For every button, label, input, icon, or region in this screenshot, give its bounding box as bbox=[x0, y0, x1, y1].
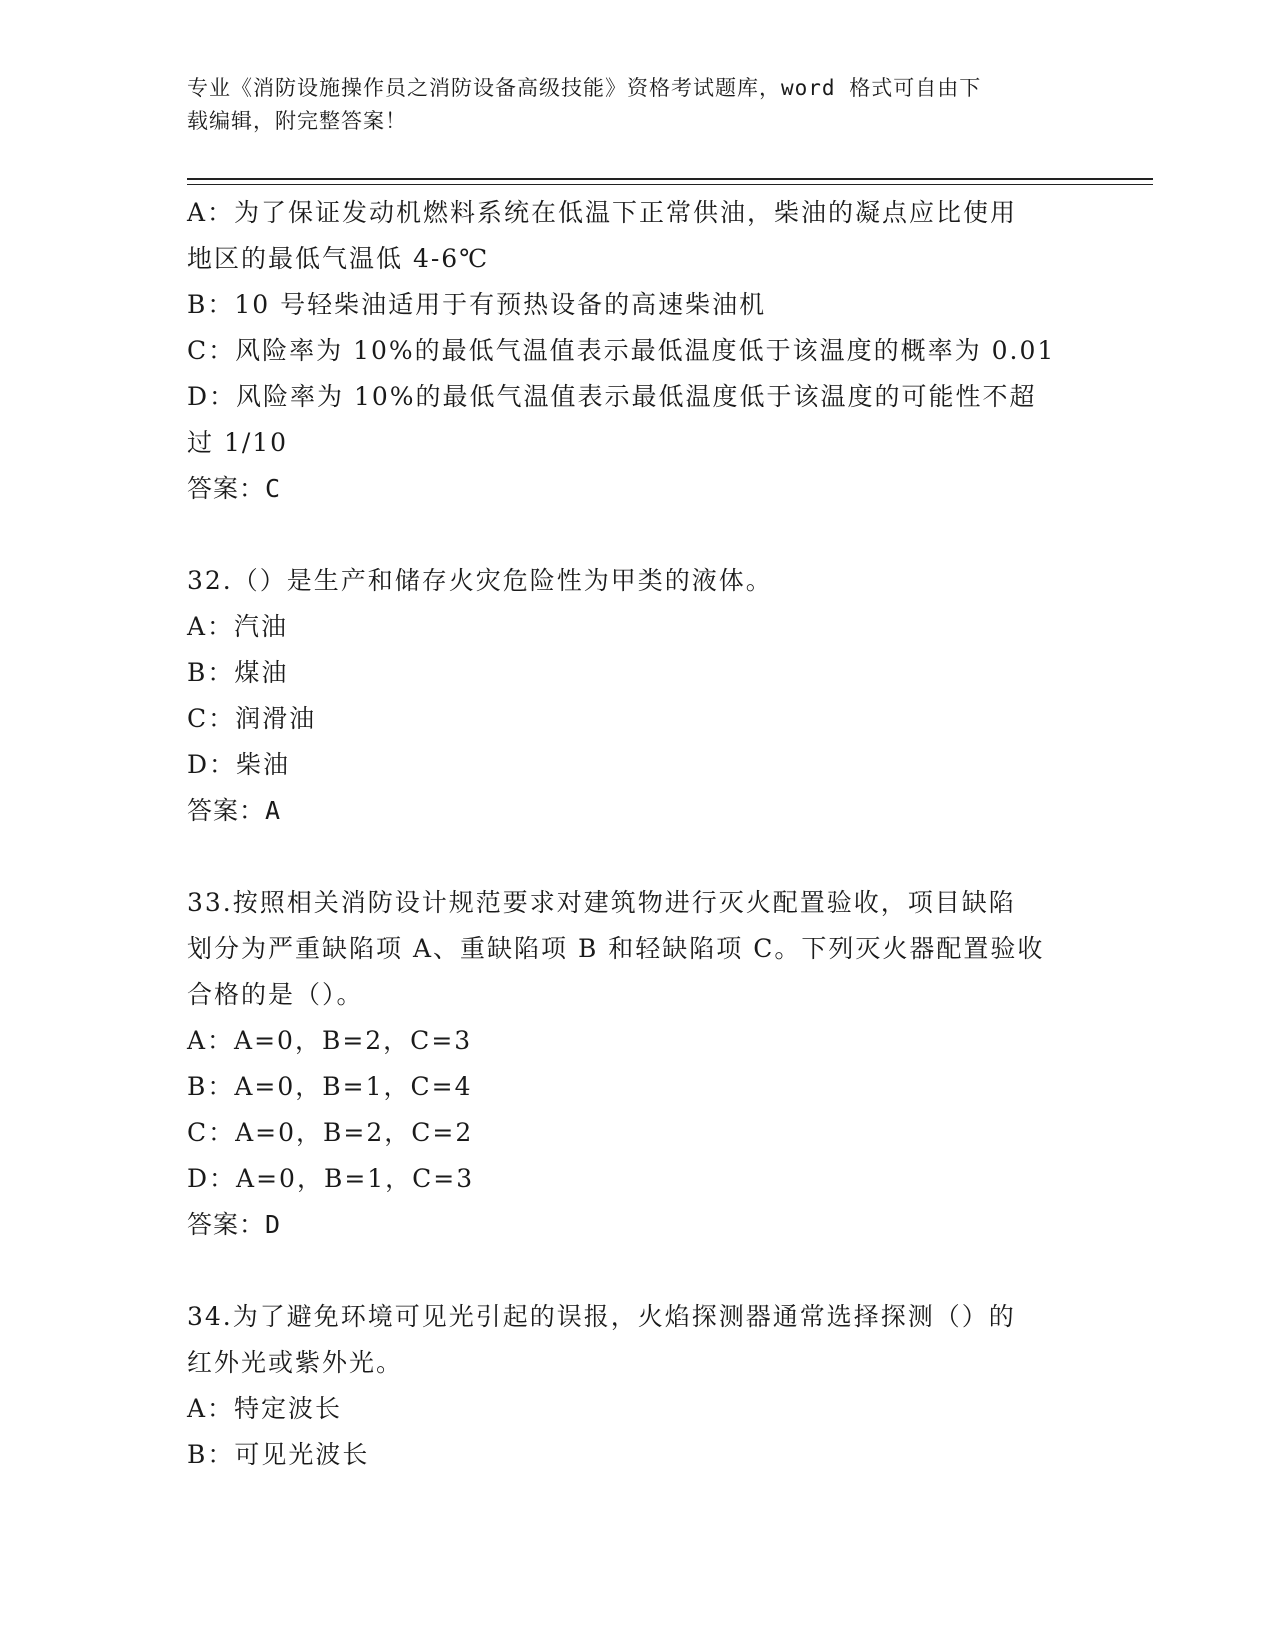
question-stem-line-2: 红外光或紫外光。 bbox=[187, 1348, 404, 1377]
answer: 答案：C bbox=[187, 474, 282, 503]
document-header bbox=[187, 72, 1067, 138]
option-b: B：可见光波长 bbox=[187, 1440, 370, 1469]
option-a: A：A=0，B=2，C=3 bbox=[187, 1026, 473, 1055]
option-a-line-2: 地区的最低气温低 4-6℃ bbox=[187, 244, 490, 273]
option-d: D：A=0，B=1，C=3 bbox=[187, 1164, 475, 1193]
question-32 bbox=[187, 558, 1087, 834]
question-33 bbox=[187, 880, 1087, 1248]
question-stem: 32.（）是生产和储存火灾危险性为甲类的液体。 bbox=[187, 566, 773, 595]
question-stem-line-1: 33.按照相关消防设计规范要求对建筑物进行灭火配置验收，项目缺陷 bbox=[187, 888, 1016, 917]
question-stem-line-2: 划分为严重缺陷项 A、重缺陷项 B 和轻缺陷项 C。下列灭火器配置验收 bbox=[187, 934, 1045, 963]
question-stem-line-3: 合格的是（）。 bbox=[187, 980, 364, 1009]
option-b: B：10 号轻柴油适用于有预热设备的高速柴油机 bbox=[187, 290, 767, 319]
header-line-1: 专业《消防设施操作员之消防设备高级技能》资格考试题库，word 格式可自由下 bbox=[187, 76, 982, 100]
spacer bbox=[187, 1248, 1087, 1294]
option-b: B：煤油 bbox=[187, 658, 289, 687]
option-d: D：柴油 bbox=[187, 750, 291, 779]
option-b: B：A=0，B=1，C=4 bbox=[187, 1072, 473, 1101]
option-c: C：风险率为 10%的最低气温值表示最低温度低于该温度的概率为 0.01 bbox=[187, 336, 1056, 365]
option-d-line-2: 过 1/10 bbox=[187, 428, 289, 457]
question-stem-line-1: 34.为了避免环境可见光引起的误报，火焰探测器通常选择探测（）的 bbox=[187, 1302, 1016, 1331]
option-a-line-1: A：为了保证发动机燃料系统在低温下正常供油，柴油的凝点应比使用 bbox=[187, 198, 1018, 227]
question-34 bbox=[187, 1294, 1087, 1478]
option-c: C：润滑油 bbox=[187, 704, 317, 733]
question-31 bbox=[187, 190, 1087, 512]
option-d-line-1: D：风险率为 10%的最低气温值表示最低温度低于该温度的可能性不超 bbox=[187, 382, 1037, 411]
header-line-2: 载编辑，附完整答案！ bbox=[187, 109, 407, 133]
option-a: A：汽油 bbox=[187, 612, 289, 641]
question-content bbox=[187, 190, 1087, 1478]
spacer bbox=[187, 834, 1087, 880]
answer: 答案：A bbox=[187, 796, 282, 825]
header-divider-thin bbox=[187, 184, 1153, 185]
header-divider-thick bbox=[187, 178, 1153, 180]
spacer bbox=[187, 512, 1087, 558]
option-a: A：特定波长 bbox=[187, 1394, 343, 1423]
option-c: C：A=0，B=2，C=2 bbox=[187, 1118, 474, 1147]
answer: 答案：D bbox=[187, 1210, 282, 1239]
